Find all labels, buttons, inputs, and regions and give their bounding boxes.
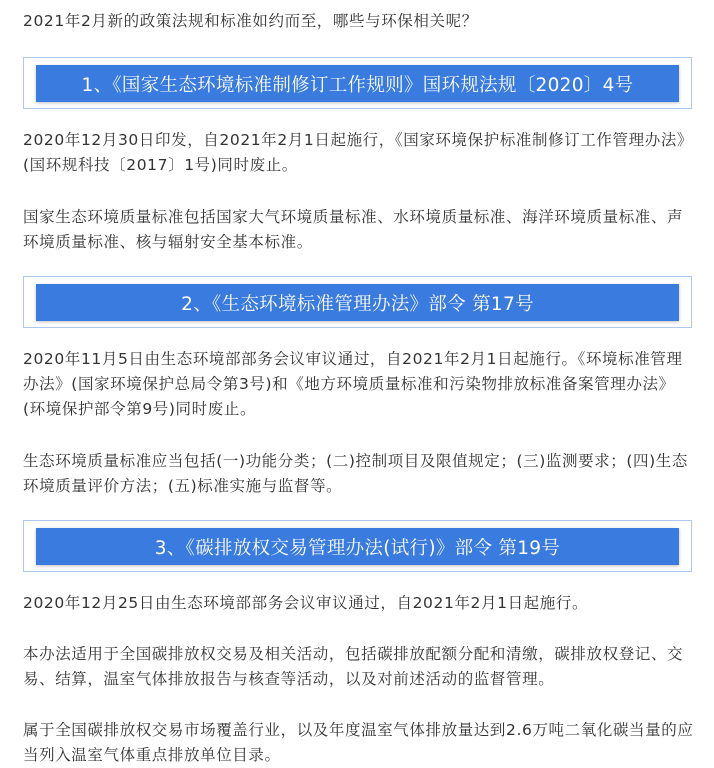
section-3-paragraph-3: 属于全国碳排放权交易市场覆盖行业，以及年度温室气体排放量达到2.6万吨二氧化碳当量的应当列入温室气体重点排放单位目录。 bbox=[23, 721, 694, 764]
section-1-heading: 1、《国家生态环境标准制修订工作规则》国环规法规〔2020〕4号 bbox=[36, 65, 679, 102]
section-1-paragraph-1: 2020年12月30日印发，自2021年2月1日起施行，《国家环境保护标准制修订工作管理办法》(国环规科技〔2017〕1号)同时废止。 bbox=[23, 131, 694, 174]
section-1-banner bbox=[23, 57, 692, 109]
section-3-heading: 3、《碳排放权交易管理办法(试行)》部令 第19号 bbox=[36, 528, 679, 565]
section-3-paragraph-1: 2020年12月25日由生态环境部部务会议审议通过，自2021年2月1日起施行。 bbox=[23, 594, 589, 612]
section-3-banner bbox=[23, 520, 692, 572]
section-2-banner bbox=[23, 276, 692, 328]
section-1-paragraph-2: 国家生态环境质量标准包括国家大气环境质量标准、水环境质量标准、海洋环境质量标准、声环境质量标准、核与辐射安全基本标准。 bbox=[23, 208, 684, 251]
section-2-heading: 2、《生态环境标准管理办法》部令 第17号 bbox=[36, 284, 679, 321]
section-2-paragraph-1: 2020年11月5日由生态环境部部务会议审议通过，自2021年2月1日起施行。《环境标准管理办法》(国家环境保护总局令第3号)和《地方环境质量标准和污染物排放标准备案管理办法》(环境保护部令第9号)同时废止。 bbox=[23, 350, 683, 418]
section-2-paragraph-2: 生态环境质量标准应当包括(一)功能分类；(二)控制项目及限值规定；(三)监测要求；(四)生态环境质量评价方法；(五)标准实施与监督等。 bbox=[23, 452, 688, 495]
intro-paragraph: 2021年2月新的政策法规和标准如约而至，哪些与环保相关呢？ bbox=[23, 12, 478, 30]
section-3-paragraph-2: 本办法适用于全国碳排放权交易及相关活动，包括碳排放配额分配和清缴，碳排放权登记、交易、结算，温室气体排放报告与核查等活动，以及对前述活动的监督管理。 bbox=[23, 645, 684, 688]
